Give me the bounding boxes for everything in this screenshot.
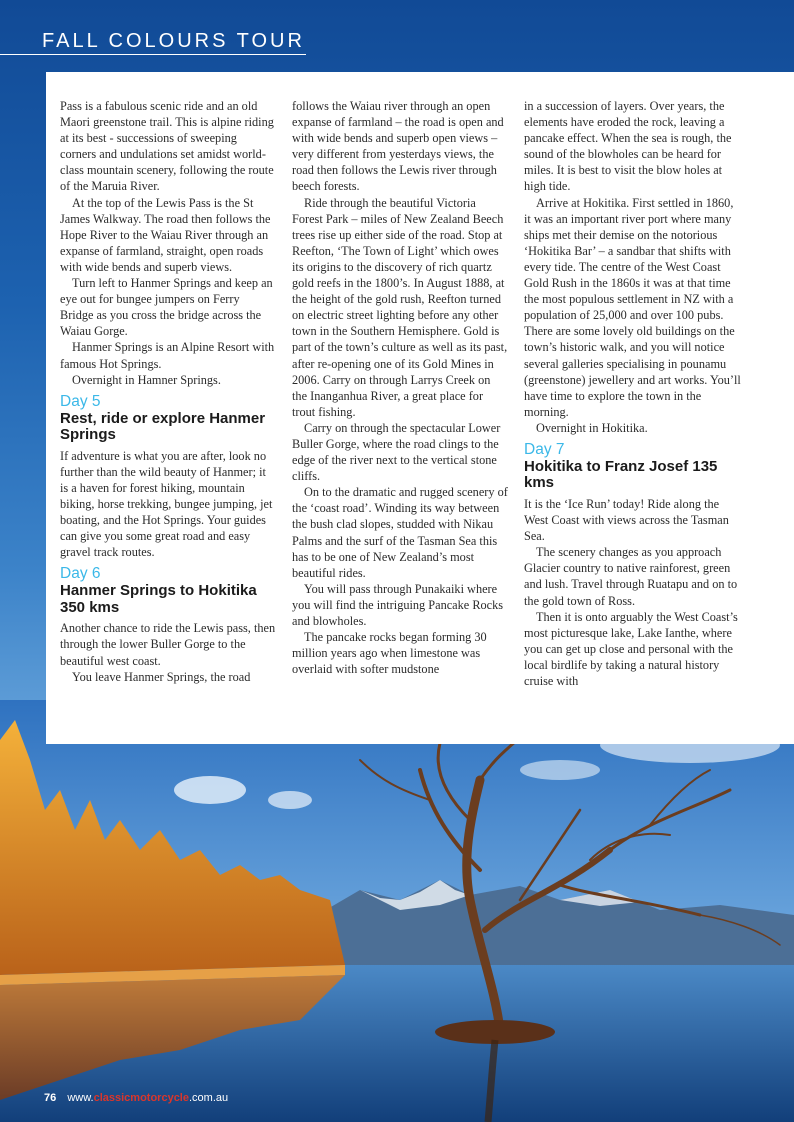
- landscape-illustration: [0, 700, 794, 1122]
- landscape-photo: [0, 700, 794, 1122]
- paragraph: The pancake rocks began forming 30 million years ago when limestone was overlaid with softer mudstone: [292, 630, 487, 677]
- paragraph: The scenery changes as you approach Glacier country to native rainforest, green and lush. Travel through Ruatapu and on to the gold town of Ross.: [524, 545, 738, 608]
- paragraph: Carry on through the spectacular Lower Buller Gorge, where the road clings to the edge of the river next to the vertical stone cliffs.: [292, 420, 501, 484]
- day-heading: Rest, ride or explore Hanmer Springs: [60, 409, 266, 444]
- paragraph: Overnight in Hokitika.: [536, 420, 648, 435]
- header-bar: [0, 0, 794, 58]
- day-heading: Hanmer Springs to Hokitika 350 kms: [60, 582, 257, 616]
- paragraph: On to the dramatic and rugged scenery of the ‘coast road’. Winding its way between the bush clad slopes, studded with Nikau Palms and the surf of the Tasman Sea this has to be one of New Zealand’s most beautiful rides.: [292, 485, 508, 580]
- footer-url-prefix: www.: [67, 1092, 94, 1104]
- section-title: FALL COLOURS TOUR: [42, 30, 305, 52]
- paragraph: Overnight in Hamner Springs.: [72, 372, 221, 387]
- paragraph: Ride through the beautiful Victoria Forest Park – miles of New Zealand Beech trees rise up either side of the road. Stop at Reefton, ‘The Town of Light’ which owes its origins to the discovery of rich quartz gold reefs in the 1800’s. In August 1888, at the height of the gold rush, Reefton turned on electric street lighting before any other town in the Southern Hemisphere. Gold is part of the town’s culture as well as its past, after re-opening one of its Gold Mines in 2006. Carry on through Larrys Creek on the Inanganhua River, a great place for trout fishing.: [292, 195, 508, 419]
- footer-url-suffix: .com.au: [188, 1092, 229, 1104]
- paragraph: Another chance to ride the Lewis pass, then through the lower Buller Gorge to the beautiful west coast.: [60, 621, 276, 668]
- page-number: 76: [44, 1092, 57, 1104]
- footer-url[interactable]: [67, 1092, 228, 1104]
- paragraph: It is the ‘Ice Run’ today! Ride along the West Coast with views across the Tasman Sea.: [524, 496, 729, 544]
- paragraph: Turn left to Hanmer Springs and keep an eye out for bungee jumpers on Ferry Bridge as you cross the bridge across the Waiau Gorge.: [60, 276, 273, 339]
- paragraph: Then it is onto arguably the West Coast’s most picturesque lake, Lake Ianthe, where you can get up close and personal with the local birdlife by taking a natural history cruise with: [524, 609, 738, 688]
- page-footer: [44, 1092, 228, 1104]
- day-label: Day 6: [60, 565, 101, 583]
- paragraph: At the top of the Lewis Pass is the St James Walkway. The road then follows the Hope River to the Waiau River through an expanse of farmland, straight, open roads with wide bends and superb views.: [60, 195, 271, 274]
- footer-url-brand: classicmotorcycle: [93, 1092, 189, 1104]
- header-rule: [0, 54, 306, 55]
- day-heading: Hokitika to Franz Josef 135 kms: [524, 457, 718, 492]
- paragraph: Pass is a fabulous scenic ride and an old Maori greenstone trail. This is alpine riding at its best - successions of sweeping corners and undulations set amidst world-class mountain scenery, following the route of the Maruia River.: [60, 99, 274, 194]
- paragraph: You will pass through Punakaiki where you will find the intriguing Pancake Rocks and blowholes.: [292, 581, 504, 628]
- day-label: Day 5: [60, 392, 101, 410]
- paragraph: If adventure is what you are after, look no further than the wild beauty of Hanmer; it is a haven for forest hiking, mountain biking, horse trekking, bungee jumping, jet boating, and the Hot Springs. Your guides can give you some great road and easy gravel track routes.: [60, 448, 273, 560]
- text-column-3: [524, 98, 742, 689]
- day-label: Day 7: [524, 440, 565, 458]
- paragraph: Hanmer Springs is an Alpine Resort with famous Hot Springs.: [60, 340, 275, 371]
- text-column-2: [292, 98, 508, 677]
- paragraph: follows the Waiau river through an open expanse of farmland – the road is open and with wide bends and superb open views – very different from yesterdays views, the road then follows the Lewis river through beech forests.: [292, 99, 504, 194]
- text-column-1: [60, 98, 276, 685]
- paragraph: Arrive at Hokitika. First settled in 1860, it was an important river port where many ships met their demise on the notorious ‘Hokitika Bar’ – a sandbar that shifts with every tide. The centre of the West Coast Gold Rush in the 1860s it was at that time the most populous settlement in NZ with a population of 25,000 and over 100 pubs. There are some lovely old buildings on the town’s historic walk, and you will notice several galleries specialising in pounamu (greenstone) jewellery and art works. You’ll have time to explore the town in the morning.: [524, 195, 741, 419]
- paragraph: in a succession of layers. Over years, the elements have eroded the rock, leaving a pancake effect. When the sea is rough, the sound of the blowholes can be heard for miles. It is best to visit the blow holes at high tide.: [524, 99, 732, 194]
- article-panel: [46, 72, 794, 744]
- paragraph: You leave Hanmer Springs, the road: [72, 669, 251, 684]
